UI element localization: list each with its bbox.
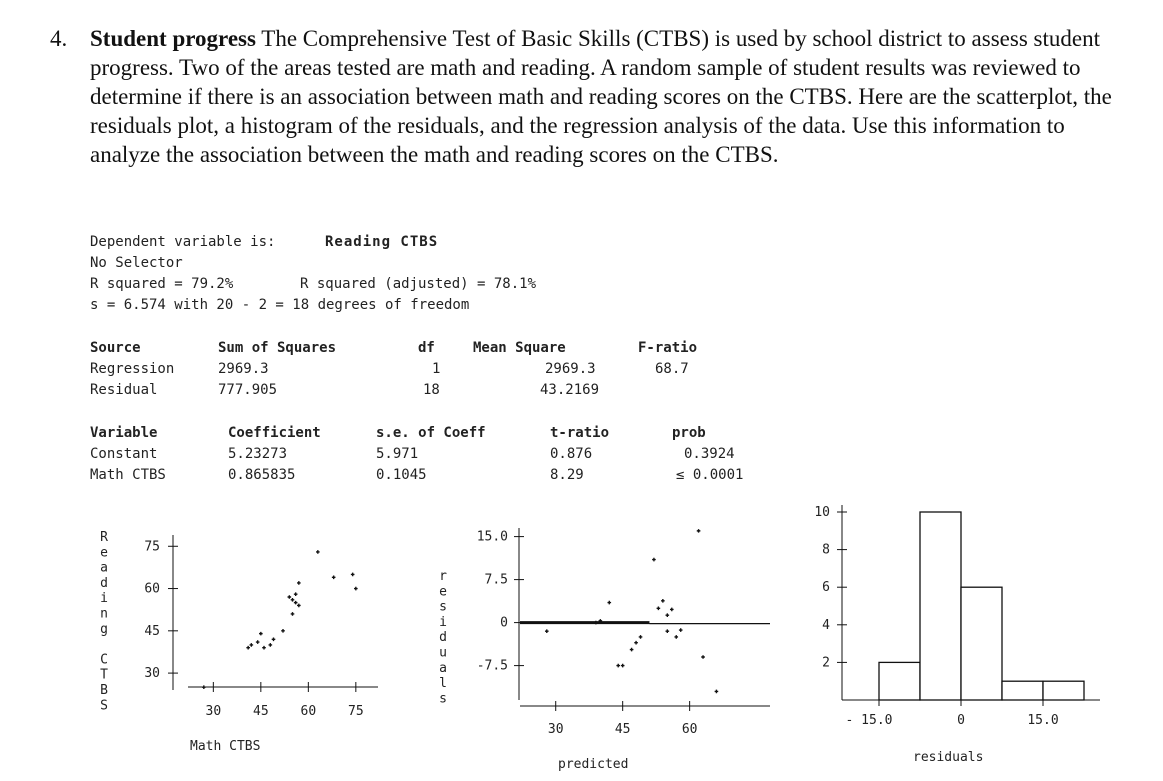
residuals-y-label-char-1: e: [439, 584, 447, 600]
scatter-point-14: [297, 604, 301, 608]
anova-cell-source-1: Regression: [90, 361, 175, 377]
residuals-point-12: [666, 629, 670, 633]
coef-header-t: t-ratio: [550, 425, 610, 441]
scatter-y-axis-label: [100, 530, 108, 713]
scatter-point-3: [256, 640, 260, 644]
residuals-point-16: [679, 628, 683, 632]
coef-cell-se-1: 5.971: [376, 446, 419, 462]
histogram-x-tick-label-1: 0: [957, 713, 965, 728]
scatter-point-1: [246, 646, 250, 650]
residuals-point-15: [674, 635, 678, 639]
residuals-y-tick-label-0: 15.0: [476, 529, 508, 545]
coef-cell-t-2: 8.29: [550, 467, 584, 483]
scatter-y-label-char-10: B: [100, 683, 108, 698]
anova-cell-source-2: Residual: [90, 382, 158, 398]
residuals-y-tick-label-3: -7.5: [476, 658, 508, 674]
scatter-point-9: [288, 595, 292, 599]
scatter-point-2: [250, 643, 254, 647]
scatter-point-10: [291, 612, 295, 616]
residuals-point-8: [639, 635, 643, 639]
histogram-bar-3: [1002, 681, 1043, 700]
coef-header-prob: prob: [672, 425, 706, 441]
scatter-y-label-char-2: a: [100, 560, 108, 576]
scatter-x-tick-label-2: 60: [300, 704, 317, 719]
scatter-point-0: [202, 685, 206, 689]
std-error-line: s = 6.574 with 20 - 2 = 18 degrees of freedom: [90, 297, 470, 313]
residuals-histogram: [814, 505, 1100, 765]
coef-cell-variable-2: Math CTBS: [90, 467, 166, 483]
scatter-y-label-char-3: d: [100, 575, 108, 591]
scatter-point-7: [272, 637, 276, 641]
residuals-point-17: [697, 529, 701, 533]
scatterplot-reading-vs-math: [100, 530, 378, 754]
histogram-y-tick-label-2: 6: [822, 580, 830, 596]
problem-text: The Comprehensive Test of Basic Skills (CTBS) is used by school district to assess student progress. Two of the areas tested are math and reading. A random sample of student results was reviewed to determine if there is an association between math and reading scores on the CTBS. Here are the scatterplot, the residuals plot, a histogram of the residuals, and the regression analysis of the data. Use this information to analyze the association between the math and reading scores on the CTBS.: [90, 26, 1112, 167]
scatter-point-8: [281, 629, 285, 633]
selector-line: No Selector: [90, 255, 183, 271]
anova-cell-ms-2: 43.2169: [540, 382, 600, 398]
coef-cell-prob-2: ≤ 0.0001: [676, 467, 744, 483]
scatter-y-tick-label-1: 60: [144, 581, 160, 597]
anova-header-df: df: [418, 340, 435, 356]
histogram-bar-2: [961, 587, 1002, 700]
coef-header-variable: Variable: [90, 425, 158, 441]
anova-header-ss: Sum of Squares: [218, 340, 337, 356]
histogram-x-tick-label-0: - 15.0: [845, 713, 893, 728]
anova-header-source: Source: [90, 340, 141, 356]
scatter-x-tick-label-1: 45: [253, 704, 269, 719]
residuals-x-tick-label-0: 30: [547, 722, 564, 737]
anova-cell-ss-2: 777.905: [218, 382, 278, 398]
anova-cell-ss-1: 2969.3: [218, 361, 269, 377]
scatter-y-label-char-0: R: [100, 530, 108, 545]
coef-cell-coefficient-1: 5.23273: [228, 446, 288, 462]
histogram-y-tick-label-0: 10: [814, 505, 830, 520]
histogram-bar-4: [1043, 681, 1084, 700]
scatter-point-13: [294, 592, 298, 596]
residuals-point-5: [621, 664, 625, 668]
dependent-variable-value: Reading CTBS: [325, 234, 439, 250]
scatter-point-18: [351, 573, 355, 577]
problem-title: Student progress: [90, 26, 256, 51]
anova-cell-df-1: 1: [432, 361, 441, 377]
scatter-point-12: [294, 601, 298, 605]
coef-cell-t-1: 0.876: [550, 446, 593, 462]
scatter-point-5: [262, 646, 266, 650]
r-squared-adjusted: R squared (adjusted) = 78.1%: [300, 276, 537, 292]
scatter-point-15: [297, 581, 301, 585]
coef-cell-se-2: 0.1045: [376, 467, 427, 483]
residuals-y-tick-label-1: 7.5: [484, 572, 508, 588]
scatter-y-tick-label-3: 30: [144, 666, 160, 682]
anova-cell-df-2: 18: [423, 382, 440, 398]
scatter-y-label-char-4: i: [100, 591, 108, 607]
residuals-y-label-char-8: s: [439, 691, 447, 707]
coef-cell-coefficient-2: 0.865835: [228, 467, 296, 483]
residuals-point-9: [652, 558, 656, 562]
residuals-y-label-char-6: a: [439, 660, 447, 676]
anova-header-f: F-ratio: [638, 340, 698, 356]
scatter-y-label-char-11: S: [100, 698, 108, 714]
r-squared: R squared = 79.2%: [90, 276, 234, 292]
histogram-x-axis-label: residuals: [913, 750, 984, 765]
residuals-point-13: [666, 613, 670, 617]
residuals-point-6: [630, 648, 634, 652]
histogram-bar-1: [920, 512, 961, 700]
problem-number: 4.: [50, 26, 68, 51]
residuals-y-tick-label-2: 0: [500, 615, 508, 631]
scatter-y-label-char-9: T: [100, 667, 108, 683]
residuals-point-14: [670, 608, 674, 612]
residuals-x-tick-label-1: 45: [614, 722, 631, 737]
dependent-variable-label: Dependent variable is:: [90, 234, 276, 250]
scatter-y-label-char-6: g: [100, 621, 108, 637]
residuals-y-label-char-0: r: [439, 569, 447, 584]
scatter-y-tick-label-0: 75: [144, 539, 160, 555]
scatter-point-6: [269, 643, 273, 647]
coef-header-se: s.e. of Coeff: [376, 425, 486, 441]
residuals-y-label-char-5: u: [439, 645, 447, 661]
scatter-point-4: [259, 632, 263, 636]
residuals-plot: [439, 528, 770, 772]
histogram-y-tick-label-4: 2: [822, 655, 830, 671]
scatter-point-11: [291, 598, 295, 602]
residuals-y-label-char-3: i: [439, 614, 447, 630]
residuals-y-label-char-7: l: [439, 676, 447, 692]
histogram-bar-0: [879, 662, 920, 700]
scatter-point-16: [316, 550, 320, 554]
scatter-y-tick-label-2: 45: [144, 623, 160, 639]
residuals-point-18: [701, 655, 705, 659]
scatter-point-17: [332, 575, 336, 579]
histogram-y-tick-label-3: 4: [822, 617, 830, 633]
coef-cell-variable-1: Constant: [90, 446, 158, 462]
residuals-x-tick-label-2: 60: [681, 722, 698, 737]
residuals-point-10: [657, 606, 661, 610]
residuals-y-label-char-4: d: [439, 630, 447, 646]
residuals-point-7: [634, 641, 638, 645]
histogram-x-tick-label-2: 15.0: [1027, 713, 1059, 728]
residuals-point-4: [616, 664, 620, 668]
scatter-point-19: [354, 587, 358, 591]
scatter-x-axis-label: Math CTBS: [190, 739, 261, 754]
residuals-point-3: [607, 601, 611, 605]
residuals-point-11: [661, 599, 665, 603]
residuals-x-axis-label: predicted: [558, 757, 629, 772]
coef-header-coefficient: Coefficient: [228, 425, 321, 441]
scatter-y-label-char-5: n: [100, 606, 108, 622]
anova-cell-f-1: 68.7: [655, 361, 689, 377]
anova-header-ms: Mean Square: [473, 340, 566, 356]
scatter-y-label-char-1: e: [100, 545, 108, 561]
coef-cell-prob-1: 0.3924: [684, 446, 735, 462]
residuals-y-label-char-2: s: [439, 599, 447, 615]
residuals-y-axis-label: [439, 569, 447, 706]
anova-cell-ms-1: 2969.3: [545, 361, 596, 377]
histogram-y-tick-label-1: 8: [822, 542, 830, 558]
residuals-point-19: [715, 690, 719, 694]
scatter-y-label-char-8: C: [100, 652, 108, 668]
scatter-x-tick-label-3: 75: [348, 704, 364, 719]
scatter-x-tick-label-0: 30: [205, 704, 222, 719]
residuals-point-0: [545, 629, 549, 633]
